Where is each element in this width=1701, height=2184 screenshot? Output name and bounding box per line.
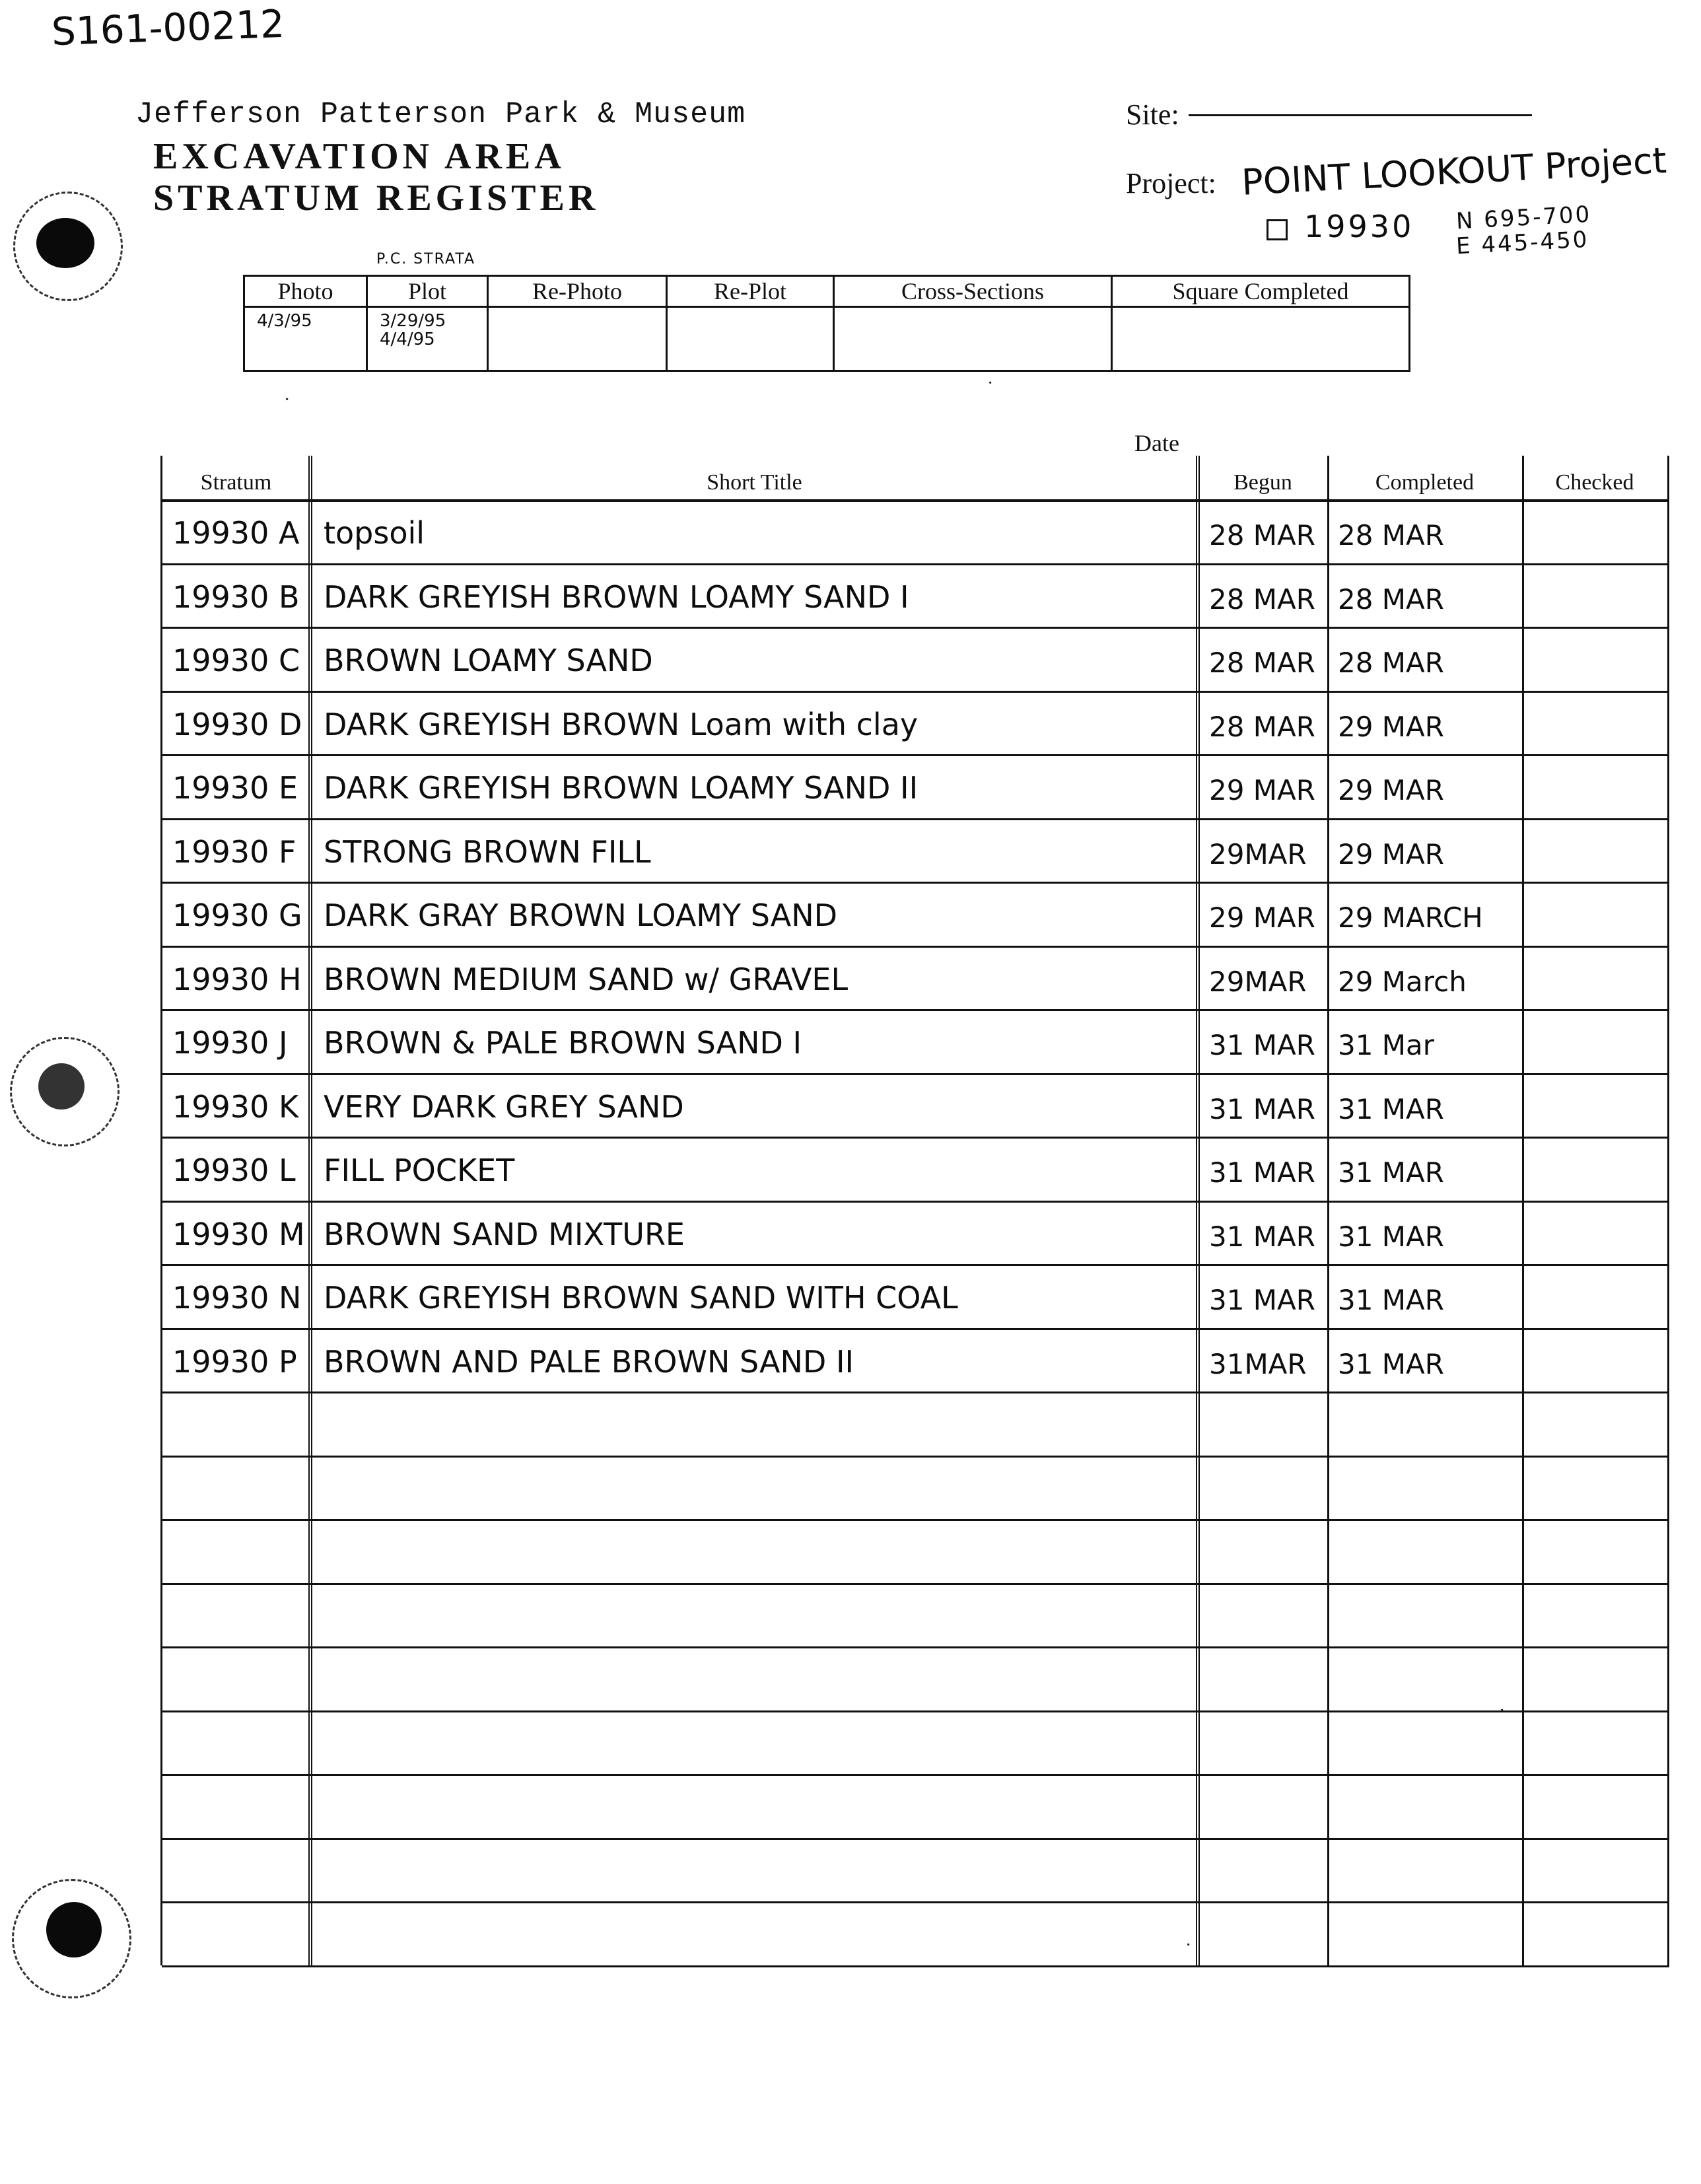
project-value: POINT LOOKOUT Project [1240,139,1668,203]
register-cell-stratum[interactable] [162,691,310,755]
doc-value-replot [668,308,833,312]
doc-table-value-row [244,307,1410,371]
register-cell-short-title[interactable] [310,818,1198,882]
register-stratum-text: 19930 P [172,1343,297,1380]
doc-header-replot: Re-Plot [667,276,834,307]
register-cell-short-title[interactable] [310,1838,1198,1902]
register-cell-completed[interactable] [1327,563,1522,627]
register-completed-text: 31 Mar [1338,1029,1435,1061]
register-cell-stratum[interactable] [162,1391,310,1456]
doc-value-cross-sections [835,308,1111,312]
header-completed-cell [1327,456,1522,499]
register-cell-begun[interactable] [1198,1137,1327,1201]
register-cell-checked[interactable] [1522,1009,1667,1073]
register-cell-begun[interactable] [1198,1073,1327,1137]
register-stratum-text: 19930 N [172,1280,302,1316]
register-completed-text: 31 MAR [1338,1284,1444,1316]
register-begun-text: 31MAR [1209,1347,1307,1380]
register-completed-text: 28 MAR [1338,519,1444,551]
column-rule [1667,456,1669,1965]
register-short-title-text: DARK GREYISH BROWN SAND WITH COAL [324,1280,958,1316]
site-label: Site: [1126,98,1179,131]
register-short-title-text: FILL POCKET [324,1152,515,1188]
register-short-title-text: DARK GREYISH BROWN LOAMY SAND II [324,770,919,806]
register-cell-begun[interactable] [1198,563,1327,627]
register-cell-checked[interactable] [1522,1646,1667,1710]
register-cell-checked[interactable] [1522,563,1667,627]
register-row [162,1519,1669,1585]
register-row [162,1137,1669,1203]
register-cell-completed[interactable] [1327,882,1522,946]
register-cell-begun[interactable] [1198,1519,1327,1583]
register-header-row [162,456,1669,502]
register-cell-begun[interactable] [1198,1901,1327,1965]
register-cell-stratum[interactable] [162,1646,310,1710]
register-cell-checked[interactable] [1522,1710,1667,1775]
register-completed-text: 29 March [1338,965,1467,998]
register-stratum-text: 19930 J [172,1025,288,1061]
header-checked: Checked [1555,470,1634,495]
register-cell-short-title[interactable] [310,882,1198,946]
register-row [162,1264,1669,1330]
register-cell-short-title[interactable] [310,754,1198,818]
register-cell-checked[interactable] [1522,818,1667,882]
register-row [162,563,1669,629]
doc-header-photo: Photo [244,276,367,307]
register-cell-completed[interactable] [1327,627,1522,691]
doc-value-photo: 4/3/95 [257,311,312,331]
register-cell-short-title[interactable] [310,1391,1198,1456]
header-completed: Completed [1375,470,1475,495]
register-cell-completed[interactable] [1327,1456,1522,1520]
register-cell-checked[interactable] [1522,1201,1667,1265]
register-short-title-text: DARK GREYISH BROWN Loam with clay [324,706,919,742]
register-cell-completed[interactable] [1327,1201,1522,1265]
punch-hole [46,1902,102,1957]
register-begun-text: 31 MAR [1209,1092,1315,1125]
register-stratum-text: 19930 M [172,1216,305,1252]
column-rule [1327,456,1329,1965]
project-checkbox[interactable] [1267,219,1288,240]
register-row [162,1328,1669,1394]
register-begun-text: 29MAR [1209,837,1307,870]
register-begun-text: 31 MAR [1209,1220,1315,1253]
register-row [162,1391,1669,1458]
register-row [162,691,1669,757]
documentation-table [243,275,1410,372]
register-short-title-text: BROWN MEDIUM SAND w/ GRAVEL [324,961,849,997]
register-cell-stratum[interactable] [162,1328,310,1392]
register-cell-begun[interactable] [1198,1391,1327,1456]
register-cell-stratum[interactable] [162,754,310,818]
register-cell-checked[interactable] [1522,1456,1667,1520]
project-number: 19930 [1304,209,1414,244]
register-cell-completed[interactable] [1327,1391,1522,1456]
institution-name: Jefferson Patterson Park & Museum [135,98,746,131]
header-short-title: Short Title [707,470,802,495]
register-cell-completed[interactable] [1327,1583,1522,1647]
doc-header-plot: Plot [367,276,488,307]
register-cell-short-title[interactable] [310,1201,1198,1265]
register-row [162,627,1669,693]
column-rule [308,456,312,1965]
register-row [162,1646,1669,1712]
register-cell-short-title[interactable] [310,1901,1198,1965]
register-cell-begun[interactable] [1198,946,1327,1010]
register-cell-stratum[interactable] [162,563,310,627]
register-stratum-text: 19930 D [172,706,302,742]
register-cell-short-title[interactable] [310,691,1198,755]
register-completed-text: 31 MAR [1338,1347,1444,1380]
register-cell-completed[interactable] [1327,1519,1522,1583]
register-begun-text: 28 MAR [1209,710,1315,743]
register-cell-short-title[interactable] [310,1137,1198,1201]
project-label: Project: [1126,167,1216,199]
register-row [162,1710,1669,1777]
register-cell-begun[interactable] [1198,1328,1327,1392]
register-cell-begun[interactable] [1198,882,1327,946]
register-cell-short-title[interactable] [310,627,1198,691]
register-cell-completed[interactable] [1327,1646,1522,1710]
register-row [162,1774,1669,1840]
doc-cell-square-completed[interactable] [1112,307,1410,371]
register-cell-checked[interactable] [1522,1583,1667,1647]
register-begun-text: 31 MAR [1209,1029,1315,1061]
register-cell-stratum[interactable] [162,818,310,882]
column-rule [160,456,162,1965]
register-cell-checked[interactable] [1522,754,1667,818]
register-row [162,1201,1669,1267]
register-cell-begun[interactable] [1198,1646,1327,1710]
register-cell-checked[interactable] [1522,1073,1667,1137]
register-cell-completed[interactable] [1327,1774,1522,1838]
form-title-line2: STRATUM REGISTER [153,178,600,219]
register-stratum-text: 19930 H [172,961,302,997]
doc-value-plot: 3/29/95 4/4/95 [380,311,446,349]
register-cell-completed[interactable] [1327,818,1522,882]
document-id: S161-00212 [50,1,286,55]
coordinate-north: N 695-700 [1455,201,1593,235]
register-short-title-text: BROWN SAND MIXTURE [324,1216,685,1252]
register-begun-text: 29 MAR [1209,774,1315,806]
register-completed-text: 29 MARCH [1338,901,1483,934]
register-cell-short-title[interactable] [310,1646,1198,1710]
doc-header-square-completed: Square Completed [1112,276,1410,307]
register-cell-checked[interactable] [1522,1901,1667,1965]
register-cell-short-title[interactable] [310,499,1198,563]
register-cell-begun[interactable] [1198,691,1327,755]
register-stratum-text: 19930 A [172,515,300,551]
register-row [162,1009,1669,1075]
register-cell-begun[interactable] [1198,1009,1327,1073]
register-cell-checked[interactable] [1522,1328,1667,1392]
register-cell-completed[interactable] [1327,1264,1522,1328]
register-cell-stratum[interactable] [162,1838,310,1902]
register-begun-text: 31 MAR [1209,1284,1315,1316]
register-cell-stratum[interactable] [162,1774,310,1838]
register-cell-checked[interactable] [1522,882,1667,946]
register-short-title-text: BROWN AND PALE BROWN SAND II [324,1343,854,1380]
register-cell-completed[interactable] [1327,754,1522,818]
doc-value-rephoto [489,308,666,312]
register-row [162,1838,1669,1904]
register-short-title-text: BROWN LOAMY SAND [324,643,653,678]
site-field[interactable] [1189,114,1532,116]
register-cell-checked[interactable] [1522,1774,1667,1838]
register-cell-checked[interactable] [1522,1137,1667,1201]
register-cell-short-title[interactable] [310,1774,1198,1838]
register-stratum-text: 19930 G [172,898,302,933]
register-begun-text: 28 MAR [1209,519,1315,551]
register-cell-stratum[interactable] [162,1264,310,1328]
register-stratum-text: 19930 F [172,833,296,870]
register-begun-text: 28 MAR [1209,582,1315,616]
register-cell-stratum[interactable] [162,1710,310,1775]
plot-annotation: P.C. STRATA [376,251,476,267]
column-rule [1522,456,1524,1965]
register-cell-begun[interactable] [1198,499,1327,563]
register-cell-short-title[interactable] [310,563,1198,627]
register-begun-text: 28 MAR [1209,647,1315,679]
register-begun-text: 29MAR [1209,965,1307,998]
doc-cell-rephoto[interactable] [488,307,667,371]
doc-value-square-completed [1113,308,1408,312]
register-cell-begun[interactable] [1198,1456,1327,1520]
register-cell-checked[interactable] [1522,946,1667,1010]
register-cell-stratum[interactable] [162,1073,310,1137]
register-row [162,818,1669,884]
register-completed-text: 29 MAR [1338,837,1444,870]
register-cell-completed[interactable] [1327,691,1522,755]
register-cell-stratum[interactable] [162,627,310,691]
register-cell-begun[interactable] [1198,1774,1327,1838]
register-cell-begun[interactable] [1198,1264,1327,1328]
register-begun-text: 29 MAR [1209,901,1315,934]
doc-table-header-row [244,276,1410,307]
register-row [162,946,1669,1012]
register-cell-checked[interactable] [1522,499,1667,563]
register-row [162,1456,1669,1522]
header-stratum: Stratum [200,470,272,495]
register-short-title-text: DARK GREYISH BROWN LOAMY SAND I [324,579,909,615]
stray-mark: · [987,373,994,394]
register-cell-stratum[interactable] [162,1137,310,1201]
register-cell-completed[interactable] [1327,1137,1522,1201]
register-completed-text: 28 MAR [1338,582,1444,616]
register-cell-completed[interactable] [1327,1901,1522,1965]
register-cell-short-title[interactable] [310,1710,1198,1775]
register-cell-checked[interactable] [1522,1264,1667,1328]
register-cell-stratum[interactable] [162,1456,310,1520]
doc-cell-plot[interactable] [367,307,488,371]
doc-header-cross-sections: Cross-Sections [834,276,1112,307]
register-cell-short-title[interactable] [310,1073,1198,1137]
register-cell-stratum[interactable] [162,1201,310,1265]
register-row [162,1073,1669,1139]
stray-mark: · [1185,1935,1192,1955]
doc-cell-cross-sections[interactable] [834,307,1112,371]
register-cell-checked[interactable] [1522,1519,1667,1583]
register-cell-short-title[interactable] [310,1009,1198,1073]
register-cell-completed[interactable] [1327,1328,1522,1392]
header-stratum-cell [162,456,310,499]
register-cell-short-title[interactable] [310,1328,1198,1392]
register-cell-short-title[interactable] [310,946,1198,1010]
register-cell-begun[interactable] [1198,1838,1327,1902]
header-begun: Begun [1233,470,1292,495]
punch-hole [38,1063,85,1110]
stray-mark: · [1499,1701,1506,1721]
register-cell-checked[interactable] [1522,1391,1667,1456]
register-cell-completed[interactable] [1327,1009,1522,1073]
register-cell-begun[interactable] [1198,818,1327,882]
register-cell-checked[interactable] [1522,691,1667,755]
header-short-title-cell [310,456,1198,499]
register-completed-text: 31 MAR [1338,1220,1444,1253]
register-cell-begun[interactable] [1198,754,1327,818]
register-cell-short-title[interactable] [310,1519,1198,1583]
column-rule [1196,456,1200,1965]
register-cell-completed[interactable] [1327,1710,1522,1775]
register-row [162,1583,1669,1649]
register-cell-short-title[interactable] [310,1264,1198,1328]
register-short-title-text: VERY DARK GREY SAND [324,1088,684,1125]
register-completed-text: 31 MAR [1338,1092,1444,1125]
date-group-label: Date [1134,430,1179,456]
register-completed-text: 29 MAR [1338,710,1444,743]
register-short-title-text: BROWN & PALE BROWN SAND I [324,1025,802,1061]
register-cell-checked[interactable] [1522,627,1667,691]
header-begun-cell [1198,456,1327,499]
register-cell-stratum[interactable] [162,1583,310,1647]
register-cell-stratum[interactable] [162,1901,310,1965]
register-cell-begun[interactable] [1198,627,1327,691]
doc-header-rephoto: Re-Photo [488,276,667,307]
register-cell-completed[interactable] [1327,1838,1522,1902]
doc-cell-photo[interactable] [244,307,367,371]
form-title-line1: EXCAVATION AREA [153,136,565,177]
register-stratum-text: 19930 B [172,579,300,615]
register-cell-completed[interactable] [1327,1073,1522,1137]
register-cell-begun[interactable] [1198,1710,1327,1775]
register-begun-text: 31 MAR [1209,1156,1315,1189]
register-cell-begun[interactable] [1198,1201,1327,1265]
register-cell-stratum[interactable] [162,1519,310,1583]
stray-mark: · [284,390,291,410]
register-row [162,1901,1669,1967]
register-cell-stratum[interactable] [162,946,310,1010]
register-cell-short-title[interactable] [310,1583,1198,1647]
register-row [162,882,1669,948]
register-short-title-text: DARK GRAY BROWN LOAMY SAND [324,898,838,933]
register-short-title-text: STRONG BROWN FILL [324,833,651,870]
register-cell-begun[interactable] [1198,1583,1327,1647]
register-completed-text: 29 MAR [1338,774,1444,806]
register-cell-short-title[interactable] [310,1456,1198,1520]
register-stratum-text: 19930 C [172,643,300,678]
register-cell-completed[interactable] [1327,946,1522,1010]
register-completed-text: 28 MAR [1338,647,1444,679]
register-completed-text: 31 MAR [1338,1156,1444,1189]
punch-hole [36,218,94,268]
coordinate-east: E 445-450 [1455,226,1590,260]
register-cell-stratum[interactable] [162,1009,310,1073]
register-cell-completed[interactable] [1327,499,1522,563]
header-checked-cell [1522,456,1667,499]
register-row [162,754,1669,820]
register-row [162,499,1669,565]
register-cell-checked[interactable] [1522,1838,1667,1902]
register-stratum-text: 19930 E [172,770,298,806]
register-cell-stratum[interactable] [162,882,310,946]
doc-cell-replot[interactable] [667,307,834,371]
register-stratum-text: 19930 K [172,1088,299,1125]
register-stratum-text: 19930 L [172,1152,296,1188]
register-short-title-text: topsoil [324,515,425,551]
register-cell-stratum[interactable] [162,499,310,563]
